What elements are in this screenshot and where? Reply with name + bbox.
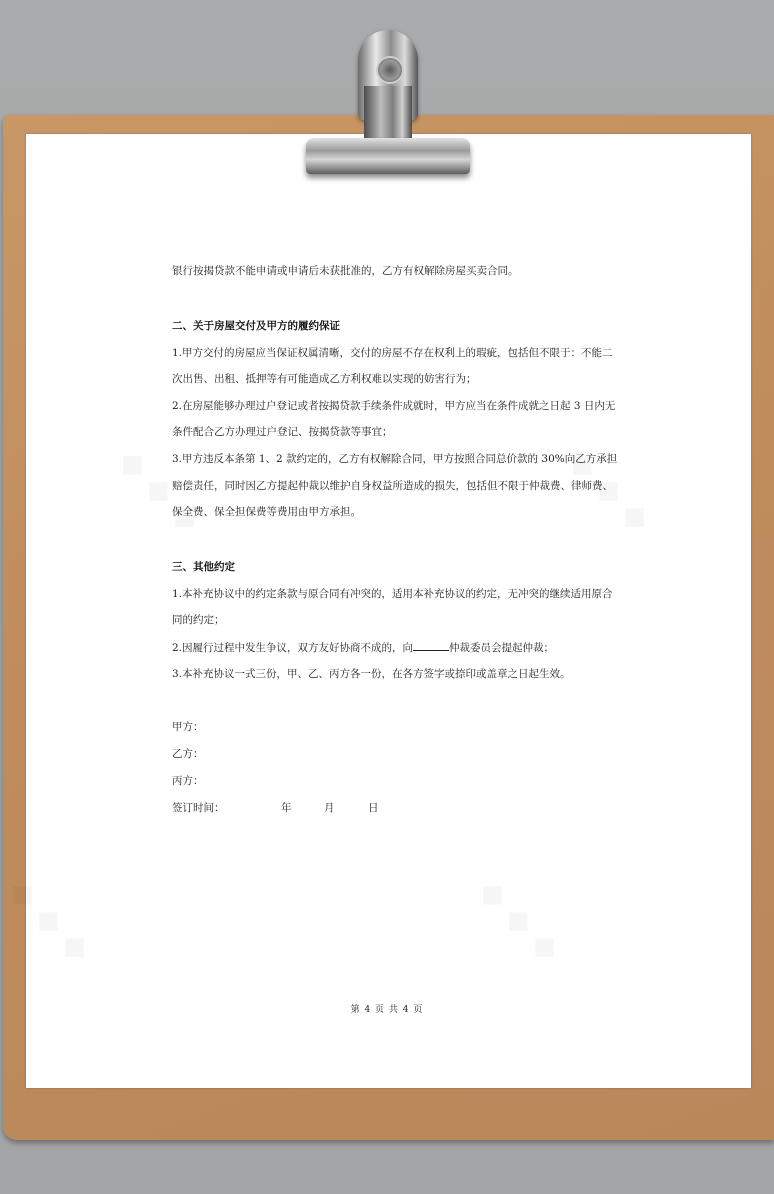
signature-year: 年 (281, 802, 292, 814)
paragraph-line: 1.甲方交付的房屋应当保证权属清晰，交付的房屋不存在权利上的瑕疵，包括但不限于：不能二 (172, 347, 613, 359)
signature-date-label: 签订时间： (172, 802, 225, 814)
paragraph-line: 1.本补充协议中的约定条款与原合同有冲突的，适用本补充协议的约定，无冲突的继续适用原合 (172, 588, 613, 600)
signature-party-a: 甲方： (172, 721, 204, 733)
arbitration-text-pre: 2.因履行过程中发生争议，双方友好协商不成的，向 (172, 642, 414, 654)
signature-month: 月 (324, 802, 335, 814)
arbitration-blank-line (413, 640, 449, 651)
paragraph-line: 银行按揭贷款不能申请或申请后未获批准的，乙方有权解除房屋买卖合同。 (172, 265, 519, 277)
arbitration-text-post: 仲裁委员会提起仲裁； (449, 642, 555, 654)
section-heading-other: 三、其他约定 (172, 561, 235, 573)
page-number-footer: 第 4 页 共 4 页 (350, 1005, 424, 1015)
paragraph-line: 3.甲方违反本条第 1、2 款约定的，乙方有权解除合同，甲方按照合同总价款的 30%向乙方承担 (172, 453, 618, 465)
paragraph-line: 同的约定； (172, 614, 225, 626)
paragraph-line: 3.本补充协议一式三份，甲、乙、丙方各一份，在各方签字或捺印或盖章之日起生效。 (172, 668, 571, 680)
paragraph-line (172, 640, 554, 655)
signature-day: 日 (368, 802, 379, 814)
paragraph-line: 赔偿责任，同时因乙方提起仲裁以维护自身权益所造成的损失，包括但不限于仲裁费、律师费、 (172, 480, 613, 492)
section-heading-delivery: 二、关于房屋交付及甲方的履约保证 (172, 320, 340, 332)
paragraph-line: 条件配合乙方办理过户登记、按揭贷款等事宜； (172, 426, 393, 438)
paragraph-line: 次出售、出租、抵押等有可能造成乙方利权难以实现的妨害行为； (172, 373, 477, 385)
binder-clip-icon (296, 22, 486, 182)
clip-hole (376, 56, 404, 84)
signature-party-c: 丙方： (172, 775, 204, 787)
paragraph-line: 保全费、保全担保费等费用由甲方承担。 (172, 506, 361, 518)
clip-bar (306, 138, 470, 174)
paragraph-line: 2.在房屋能够办理过户登记或者按揭贷款手续条件成就时，甲方应当在条件成就之日起 3 日内无 (172, 400, 616, 412)
signature-party-b: 乙方： (172, 748, 204, 760)
clip-neck (364, 86, 412, 146)
